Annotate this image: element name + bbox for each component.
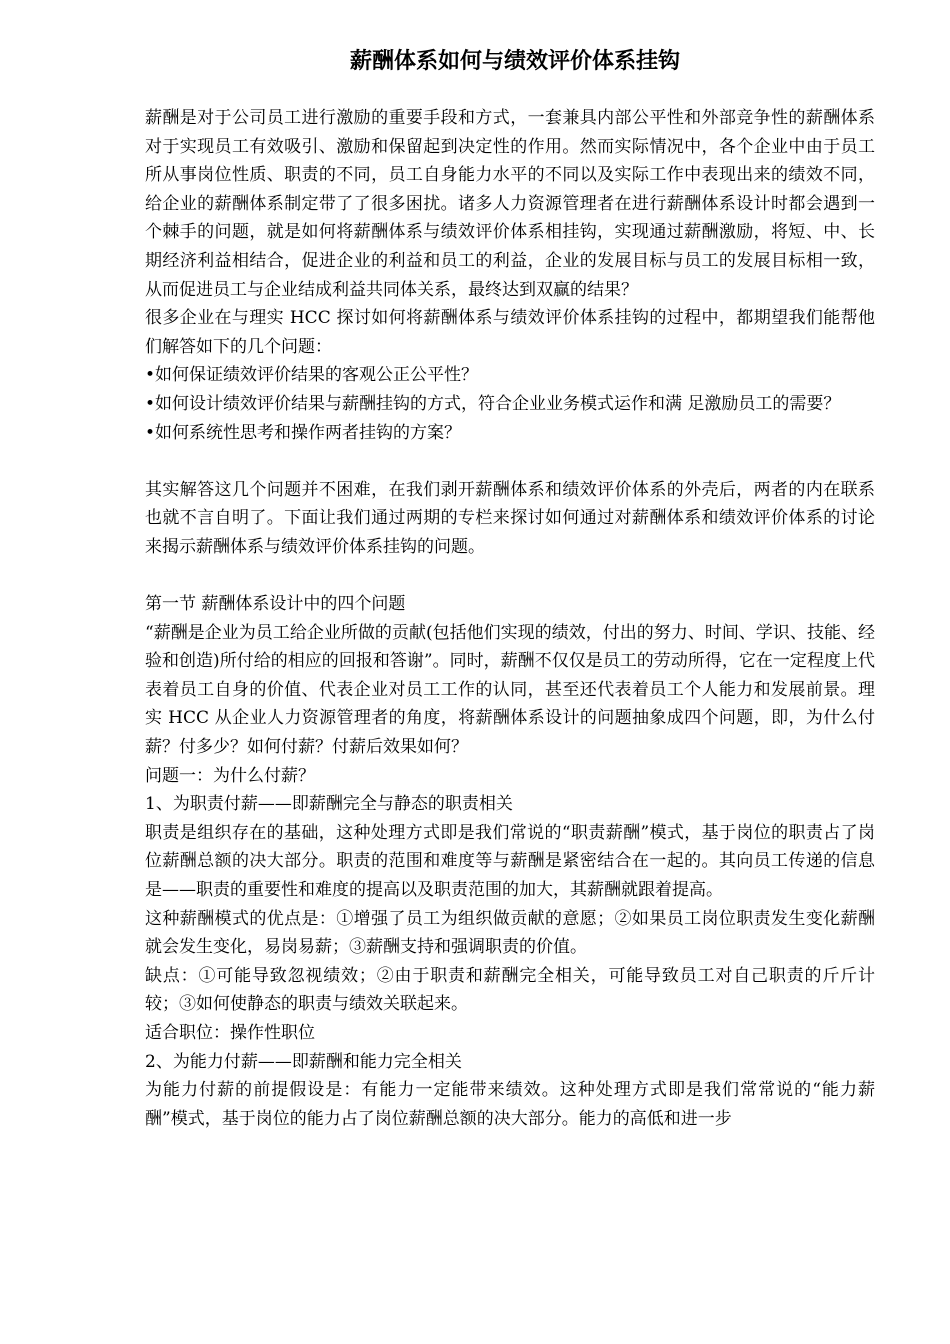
bullet-question-1: •如何保证绩效评价结果的客观公正公平性？ bbox=[145, 365, 479, 386]
paragraph-questions-intro: 很多企业在与理实 HCC 探讨如何将薪酬体系与绩效评价体系挂钩的过程中，都期望我们能帮他们解答如下的几个问题： bbox=[145, 308, 875, 357]
question-one-heading: 问题一：为什么付薪？ bbox=[145, 765, 315, 786]
bullet-question-3: •如何系统性思考和操作两者挂钩的方案？ bbox=[145, 422, 462, 443]
subheading-ability-pay: 2、为能力付薪——即薪酬和能力完全相关 bbox=[145, 1051, 462, 1072]
paragraph-definition: “薪酬是企业为员工给企业所做的贡献(包括他们实现的绩效，付出的努力、时间、学识、技能、经验和创造)所付给的相应的回报和答谢”。同时，薪酬不仅仅是员工的劳动所得，它在一定程度上代表着员工自身的价值、代表企业对员工工作的认同，甚至还代表着员工个人能力和发展前景。理实 HCC 从企业人力资源管理者的角度，将薪酬体系设计的问题抽象成四个问题，即，为什么付薪？付多少？如何付薪？付薪后效果如何？ bbox=[145, 622, 875, 758]
bullet-question-2: •如何设计绩效评价结果与薪酬挂钩的方式，符合企业业务模式运作和满 足激励员工的需要？ bbox=[145, 393, 841, 414]
blank-line bbox=[145, 447, 875, 476]
blank-line bbox=[145, 562, 875, 591]
paragraph-answer: 其实解答这几个问题并不困难，在我们剥开薪酬体系和绩效评价体系的外壳后，两者的内在联系也就不言自明了。下面让我们通过两期的专栏来探讨如何通过对薪酬体系和绩效评价体系的讨论来揭示薪酬体系与绩效评价体系挂钩的问题。 bbox=[145, 479, 875, 557]
paragraph-disadvantages: 缺点：①可能导致忽视绩效；②由于职责和薪酬完全相关，可能导致员工对自己职责的斤斤计较；③如何使静态的职责与绩效关联起来。 bbox=[145, 965, 875, 1015]
paragraph-intro: 薪酬是对于公司员工进行激励的重要手段和方式，一套兼具内部公平性和外部竞争性的薪酬体系对于实现员工有效吸引、激励和保留起到决定性的作用。然而实际情况中，各个企业中由于员工所从事岗位性质、职责的不同，员工自身能力水平的不同以及实际工作中表现出来的绩效不同，给企业的薪酬体系制定带了了很多困扰。诸多人力资源管理者在进行薪酬体系设计时都会遇到一个棘手的问题，就是如何将薪酬体系与绩效评价体系相挂钩，实现通过薪酬激励，将短、中、长期经济利益相结合，促进企业的利益和员工的利益，企业的发展目标与员工的发展目标相一致，从而促进员工与企业结成利益共同体关系，最终达到双赢的结果？ bbox=[145, 108, 875, 300]
document-title: 薪酬体系如何与绩效评价体系挂钩 bbox=[349, 49, 680, 74]
document-page bbox=[145, 40, 875, 1133]
section-heading: 第一节 薪酬体系设计中的四个问题 bbox=[145, 594, 406, 615]
subheading-duty-pay: 1、为职责付薪——即薪酬完全与静态的职责相关 bbox=[145, 794, 513, 815]
paragraph-advantages: 这种薪酬模式的优点是：①增强了员工为组织做贡献的意愿；②如果员工岗位职责发生变化薪酬就会发生变化，易岗易薪；③薪酬支持和强调职责的价值。 bbox=[145, 908, 875, 958]
paragraph-ability-pay: 为能力付薪的前提假设是：有能力一定能带来绩效。这种处理方式即是我们常常说的“能力薪酬”模式，基于岗位的能力占了岗位薪酬总额的决大部分。能力的高低和进一步 bbox=[145, 1080, 875, 1129]
paragraph-suitable-position: 适合职位：操作性职位 bbox=[145, 1023, 315, 1043]
paragraph-duty-pay: 职责是组织存在的基础，这种处理方式即是我们常说的“职责薪酬”模式，基于岗位的职责占了岗位薪酬总额的决大部分。职责的范围和难度等与薪酬是紧密结合在一起的。其向员工传递的信息是——职责的重要性和难度的提高以及职责范围的加大，其薪酬就跟着提高。 bbox=[145, 822, 875, 901]
